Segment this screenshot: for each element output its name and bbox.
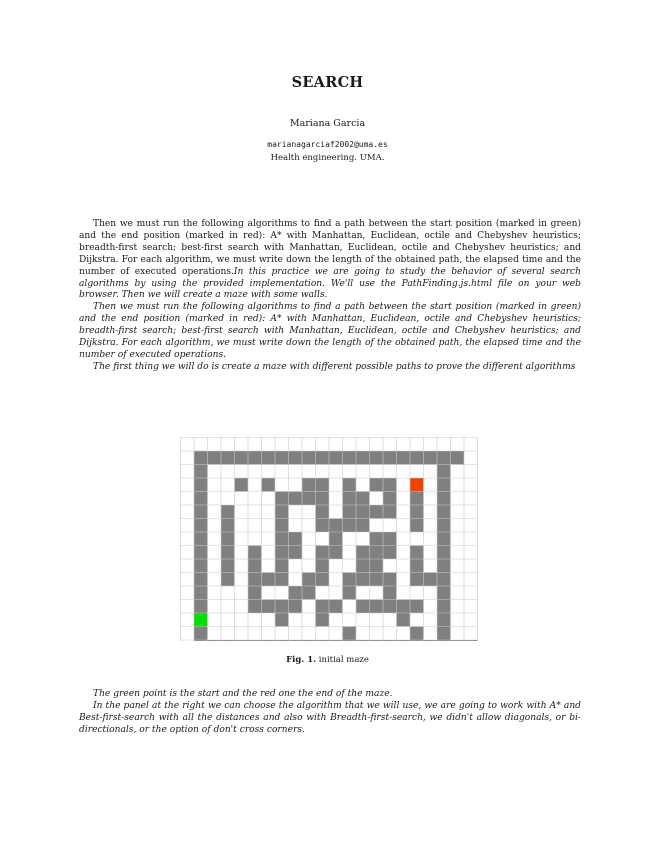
- maze-wall-cell: [302, 586, 316, 600]
- maze-wall-cell: [194, 586, 208, 600]
- body-paragraphs: [79, 219, 581, 374]
- maze-wall-cell: [424, 451, 438, 465]
- maze-wall-cell: [410, 451, 424, 465]
- maze-wall-cell: [275, 519, 289, 533]
- maze-wall-cell: [302, 478, 316, 492]
- maze-wall-cell: [370, 600, 384, 614]
- maze-wall-cell: [410, 546, 424, 560]
- maze-wall-cell: [316, 559, 330, 573]
- maze-wall-cell: [437, 478, 451, 492]
- maze-wall-cell: [383, 492, 397, 506]
- maze-wall-cell: [383, 546, 397, 560]
- maze-wall-cell: [194, 600, 208, 614]
- maze-wall-cell: [437, 492, 451, 506]
- maze-wall-cell: [410, 600, 424, 614]
- maze-wall-cell: [437, 586, 451, 600]
- maze-wall-cell: [275, 546, 289, 560]
- maze-wall-cell: [221, 451, 235, 465]
- maze-wall-cell: [289, 600, 303, 614]
- maze-wall-cell: [383, 600, 397, 614]
- maze-wall-cell: [194, 532, 208, 546]
- maze-wall-cell: [248, 586, 262, 600]
- maze-wall-cell: [194, 546, 208, 560]
- maze-wall-cell: [343, 627, 357, 641]
- maze-wall-cell: [397, 451, 411, 465]
- maze-wall-cell: [194, 505, 208, 519]
- paragraph-1-normal: Then we must run the following algorithms to find a path between the start position (marked in green) and the end position (marked in red): A* with Manhattan, Euclidean, octile and Chebyshev heuristics; breadth-first search; best-first search with Manhattan, Euclidean, octile and Chebyshev heuristics; and Dijkstra. For each algorithm, we must write down the length of the obtained path, the elapsed time and the number of executed operations.: [79, 219, 581, 277]
- maze-wall-cell: [410, 559, 424, 573]
- maze-wall-cell: [275, 559, 289, 573]
- maze-wall-cell: [356, 505, 370, 519]
- maze-wall-cell: [262, 451, 276, 465]
- paragraph-4: The green point is the start and the red one the end of the maze.: [93, 689, 393, 699]
- maze-wall-cell: [437, 505, 451, 519]
- maze-wall-cell: [221, 505, 235, 519]
- maze-wall-cell: [302, 451, 316, 465]
- maze-wall-cell: [329, 600, 343, 614]
- author-affiliation: Health engineering. UMA.: [270, 153, 385, 163]
- maze-wall-cell: [275, 451, 289, 465]
- maze-wall-cell: [383, 586, 397, 600]
- maze-wall-cell: [221, 559, 235, 573]
- maze-wall-cell: [329, 451, 343, 465]
- maze-wall-cell: [370, 451, 384, 465]
- maze-wall-cell: [262, 478, 276, 492]
- maze-wall-cell: [262, 600, 276, 614]
- paragraph-3: The first thing we will do is create a maze with different possible paths to prove the different algorithms: [93, 361, 576, 372]
- maze-figure: [180, 437, 478, 641]
- maze-wall-cell: [194, 465, 208, 479]
- maze-wall-cell: [343, 573, 357, 587]
- maze-wall-cell: [316, 451, 330, 465]
- maze-wall-cell: [329, 519, 343, 533]
- maze-wall-cell: [194, 451, 208, 465]
- maze-wall-cell: [235, 451, 249, 465]
- maze-wall-cell: [397, 613, 411, 627]
- maze-wall-cell: [248, 451, 262, 465]
- maze-wall-cell: [437, 546, 451, 560]
- maze-wall-cell: [316, 613, 330, 627]
- maze-wall-cell: [370, 478, 384, 492]
- maze-wall-cell: [410, 627, 424, 641]
- maze-wall-cell: [356, 600, 370, 614]
- maze-wall-cell: [329, 546, 343, 560]
- maze-wall-cell: [248, 600, 262, 614]
- maze-wall-cell: [437, 627, 451, 641]
- maze-wall-cell: [221, 532, 235, 546]
- maze-wall-cell: [262, 573, 276, 587]
- maze-wall-cell: [316, 546, 330, 560]
- maze-wall-cell: [194, 627, 208, 641]
- maze-wall-cell: [208, 451, 222, 465]
- maze-wall-cell: [343, 451, 357, 465]
- maze-wall-cell: [289, 492, 303, 506]
- maze-wall-cell: [194, 478, 208, 492]
- maze-wall-cell: [410, 492, 424, 506]
- maze-wall-cell: [370, 573, 384, 587]
- maze-wall-cell: [437, 451, 451, 465]
- maze-wall-cell: [383, 505, 397, 519]
- maze-wall-cell: [316, 519, 330, 533]
- author-name: Mariana Garcia: [289, 118, 366, 129]
- maze-wall-cell: [194, 492, 208, 506]
- maze-wall-cell: [289, 532, 303, 546]
- maze-wall-cell: [356, 492, 370, 506]
- maze-wall-cell: [383, 532, 397, 546]
- maze-wall-cell: [316, 573, 330, 587]
- maze-wall-cell: [302, 492, 316, 506]
- paragraph-1: [79, 219, 581, 302]
- maze-wall-cell: [275, 613, 289, 627]
- maze-wall-cell: [437, 559, 451, 573]
- maze-end-cell: [410, 478, 424, 492]
- maze-wall-cell: [275, 532, 289, 546]
- maze-wall-cell: [194, 519, 208, 533]
- maze-wall-cell: [221, 519, 235, 533]
- maze-wall-cell: [235, 478, 249, 492]
- maze-wall-cell: [451, 451, 465, 465]
- paragraph-5: In the panel at the right we can choose the algorithm that we will use, we are going to work with A* and Best-first-search with all the distances and also with Breadth-first-search, we didn't allow diagonals, or bi-directionals, or the option of don't cross corners.: [79, 700, 581, 735]
- maze-wall-cell: [383, 573, 397, 587]
- maze-wall-cell: [383, 451, 397, 465]
- maze-wall-cell: [248, 573, 262, 587]
- maze-wall-cell: [437, 465, 451, 479]
- maze-wall-cell: [383, 478, 397, 492]
- maze-wall-cell: [343, 505, 357, 519]
- maze-wall-cell: [437, 532, 451, 546]
- maze-wall-cell: [343, 478, 357, 492]
- maze-wall-cell: [356, 573, 370, 587]
- maze-wall-cell: [343, 519, 357, 533]
- paper-title: SEARCH: [291, 74, 364, 91]
- maze-wall-cell: [397, 600, 411, 614]
- figure-label: Fig. 1.: [286, 655, 317, 665]
- figure-caption: [0, 655, 655, 665]
- figure-caption-text: initial maze: [318, 655, 369, 665]
- maze-wall-cell: [289, 546, 303, 560]
- maze-wall-cell: [410, 573, 424, 587]
- maze-wall-cell: [221, 573, 235, 587]
- maze-wall-cell: [289, 451, 303, 465]
- maze-wall-cell: [370, 546, 384, 560]
- maze-wall-cell: [316, 600, 330, 614]
- maze-wall-cell: [289, 586, 303, 600]
- maze-wall-cell: [437, 600, 451, 614]
- maze-wall-cell: [410, 505, 424, 519]
- maze-wall-cell: [302, 573, 316, 587]
- maze-wall-cell: [194, 573, 208, 587]
- maze-wall-cell: [275, 492, 289, 506]
- maze-wall-cell: [316, 478, 330, 492]
- maze-wall-cell: [370, 559, 384, 573]
- maze-wall-cell: [424, 573, 438, 587]
- maze-wall-cell: [248, 559, 262, 573]
- maze-wall-cell: [275, 573, 289, 587]
- maze-wall-cell: [248, 546, 262, 560]
- maze-wall-cell: [410, 519, 424, 533]
- maze-wall-cell: [356, 559, 370, 573]
- maze-wall-cell: [316, 492, 330, 506]
- maze-wall-cell: [437, 519, 451, 533]
- maze-wall-cell: [275, 505, 289, 519]
- maze-wall-cell: [221, 546, 235, 560]
- maze-wall-cell: [370, 532, 384, 546]
- maze-wall-cell: [329, 532, 343, 546]
- maze-wall-cell: [343, 492, 357, 506]
- maze-wall-cell: [356, 546, 370, 560]
- closing-paragraphs: [79, 689, 581, 737]
- maze-wall-cell: [356, 451, 370, 465]
- maze-wall-cell: [275, 600, 289, 614]
- maze-wall-cell: [356, 519, 370, 533]
- paragraph-2: Then we must run the following algorithms to find a path between the start position (marked in green) and the end position (marked in red): A* with Manhattan, Euclidean, octile and Chebyshev heuristics; breadth-first search; best-first search with Manhattan, Euclidean, octile and Chebyshev heuristics; and Dijkstra. For each algorithm, we must write down the length of the obtained path, the elapsed time and the number of executed operations.: [79, 302, 581, 360]
- maze-wall-cell: [194, 559, 208, 573]
- author-email: marianagarciaf2002@uma.es: [267, 140, 388, 149]
- maze-wall-cell: [437, 573, 451, 587]
- maze-wall-cell: [316, 505, 330, 519]
- maze-wall-cell: [437, 613, 451, 627]
- maze-wall-cell: [343, 586, 357, 600]
- paragraph-1-italic: In this practice we are going to study the behavior of several search algorithms by using the provided implementation. We'll use the PathFinding.js.html file on your web browser. Then we will create a maze with some walls.: [79, 266, 581, 301]
- maze-start-cell: [194, 613, 208, 627]
- maze-wall-cell: [370, 505, 384, 519]
